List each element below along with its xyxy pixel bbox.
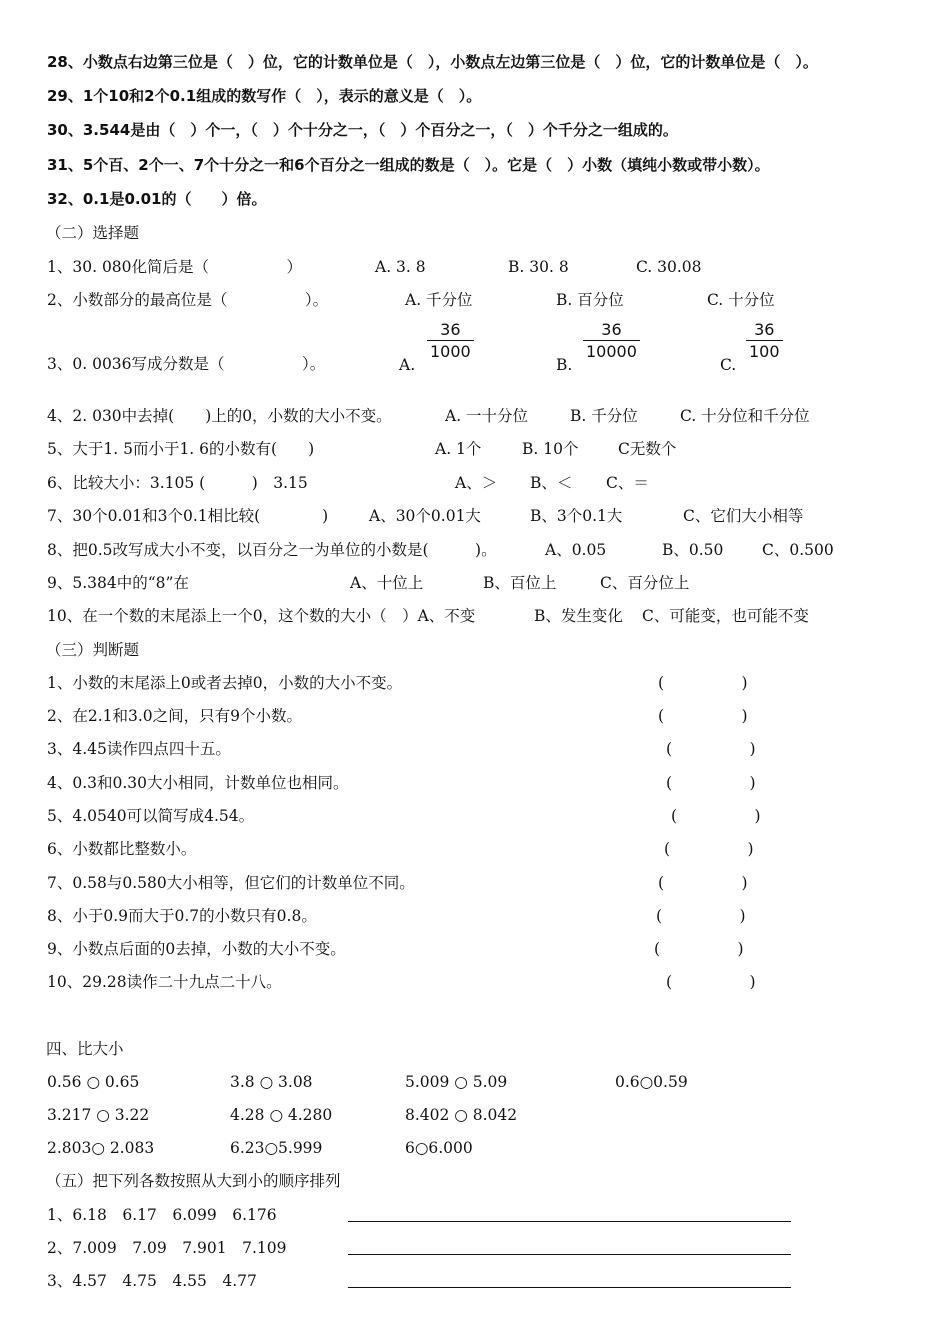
question-32: 32、0.1是0.01的（ ）倍。 [47,190,267,208]
choice-q2-option-c: C. 十分位 [707,291,775,309]
choice-q9-stem: 9、5.384中的“8”在 [47,574,189,592]
judge-answer-paren-2[interactable]: ( ) [658,707,748,725]
choice-q6-option-b: B、＜ [530,474,573,492]
judge-answer-paren-5[interactable]: ( ) [671,807,761,825]
judge-item-1: 1、小数的末尾添上0或者去掉0，小数的大小不变。 [47,674,403,692]
judge-section-title: （三）判断题 [46,641,140,659]
compare-item: 8.402 ○ 8.042 [405,1106,518,1124]
choice-q3-fraction-b [583,320,640,361]
judge-item-4: 4、0.3和0.30大小相同，计数单位也相同。 [47,774,349,792]
choice-q9-option-a: A、十位上 [350,574,424,592]
judge-item-5: 5、4.0540可以简写成4.54。 [47,807,255,825]
judge-item-7: 7、0.58与0.580大小相等，但它们的计数单位不同。 [47,874,415,892]
choice-q1-stem: 1、30. 080化简后是（ ） [47,258,303,276]
choice-q3-fraction-a [427,320,474,361]
judge-item-9: 9、小数点后面的0去掉，小数的大小不变。 [47,940,346,958]
choice-q3-option-c-label: C. [720,356,737,374]
choice-q4-option-b: B. 千分位 [570,407,638,425]
choice-q2-option-a: A. 千分位 [405,291,473,309]
order-answer-line-2[interactable] [348,1254,791,1255]
choice-q10-option-b: B、发生变化 [534,607,623,625]
choice-q6-option-c: C、＝ [606,474,649,492]
compare-item: 3.217 ○ 3.22 [47,1106,150,1124]
judge-answer-paren-9[interactable]: ( ) [654,940,744,958]
judge-item-10: 10、29.28读作二十九点二十八。 [47,973,282,991]
judge-answer-paren-6[interactable]: ( ) [664,840,754,858]
choice-q10-stem: 10、在一个数的末尾添上一个0，这个数的大小（ ）A、不变 [47,607,476,625]
choice-q7-option-c: C、它们大小相等 [683,507,804,525]
compare-item: 4.28 ○ 4.280 [230,1106,333,1124]
choice-q5-option-c: C无数个 [618,440,677,458]
judge-item-2: 2、在2.1和3.0之间，只有9个小数。 [47,707,303,725]
choice-q4-option-a: A. 一十分位 [445,407,529,425]
question-31: 31、5个百、2个一、7个十分之一和6个百分之一组成的数是（ ）。它是（ ）小数（填纯小数或带小数）。 [47,156,770,174]
judge-answer-paren-4[interactable]: ( ) [666,774,756,792]
fraction-b-bar [583,340,640,341]
choice-q3-fraction-c [746,320,783,361]
choice-q8-option-b: B、0.50 [662,541,724,559]
choice-q7-stem: 7、30个0.01和3个0.1相比较( ) [47,507,329,525]
choice-q2-option-b: B. 百分位 [556,291,624,309]
judge-item-6: 6、小数都比整数小。 [47,840,197,858]
judge-answer-paren-3[interactable]: ( ) [666,740,756,758]
compare-item: 6.23○5.999 [230,1139,323,1157]
question-30: 30、3.544是由（ ）个一，（ ）个十分之一，（ ）个百分之一，（ ）个千分之一组成的。 [47,121,678,139]
choice-q3-stem: 3、0. 0036写成分数是（ ）。 [47,355,326,373]
judge-answer-paren-7[interactable]: ( ) [658,874,748,892]
choice-q6-option-a: A、＞ [455,474,498,492]
fraction-b-numerator: 36 [601,320,622,339]
fraction-b-denominator: 10000 [586,342,637,361]
choice-q7-option-a: A、30个0.01大 [369,507,481,525]
choice-q9-option-c: C、百分位上 [600,574,690,592]
order-item-1: 1、6.18 6.17 6.099 6.176 [47,1206,277,1224]
choice-section-title: （二）选择题 [46,224,140,242]
fraction-a-numerator: 36 [440,320,461,339]
order-section-title: （五）把下列各数按照从大到小的顺序排列 [46,1172,341,1190]
question-28: 28、小数点右边第三位是（ ）位，它的计数单位是（ ），小数点左边第三位是（ ）位，它的计数单位是（ ）。 [47,53,818,71]
compare-item: 5.009 ○ 5.09 [405,1073,508,1091]
choice-q1-option-b: B. 30. 8 [508,258,569,276]
choice-q5-option-b: B. 10个 [522,440,579,458]
choice-q9-option-b: B、百位上 [483,574,557,592]
judge-answer-paren-1[interactable]: ( ) [658,674,748,692]
choice-q3-option-a-label: A. [399,356,416,374]
choice-q6-stem: 6、比较大小：3.105 ( ) 3.15 [47,474,308,492]
order-item-3: 3、4.57 4.75 4.55 4.77 [47,1272,257,1290]
choice-q8-stem: 8、把0.5改写成大小不变，以百分之一为单位的小数是( )。 [47,541,497,559]
choice-q4-option-c: C. 十分位和千分位 [680,407,810,425]
judge-item-8: 8、小于0.9而大于0.7的小数只有0.8。 [47,907,317,925]
fraction-a-bar [427,340,474,341]
choice-q7-option-b: B、3个0.1大 [530,507,623,525]
choice-q1-option-a: A. 3. 8 [375,258,426,276]
order-item-2: 2、7.009 7.09 7.901 7.109 [47,1239,287,1257]
choice-q5-stem: 5、大于1. 5而小于1. 6的小数有( ) [47,440,315,458]
fraction-c-denominator: 100 [749,342,780,361]
question-29: 29、1个10和2个0.1组成的数写作（ ），表示的意义是（ ）。 [47,87,482,105]
compare-section-title: 四、比大小 [46,1040,124,1058]
compare-item: 2.803○ 2.083 [47,1139,155,1157]
order-answer-line-3[interactable] [348,1287,791,1288]
choice-q8-option-a: A、0.05 [545,541,607,559]
order-answer-line-1[interactable] [348,1221,791,1222]
fraction-c-bar [746,340,783,341]
choice-q4-stem: 4、2. 030中去掉( )上的0，小数的大小不变。 [47,407,392,425]
judge-item-3: 3、4.45读作四点四十五。 [47,740,231,758]
choice-q8-option-c: C、0.500 [762,541,834,559]
compare-item: 6○6.000 [405,1139,473,1157]
judge-answer-paren-10[interactable]: ( ) [666,973,756,991]
fraction-c-numerator: 36 [754,320,775,339]
compare-item: 0.6○0.59 [615,1073,688,1091]
choice-q5-option-a: A. 1个 [435,440,482,458]
judge-answer-paren-8[interactable]: ( ) [656,907,746,925]
fraction-a-denominator: 1000 [430,342,471,361]
choice-q2-stem: 2、小数部分的最高位是（ ）。 [47,291,329,309]
choice-q3-option-b-label: B. [556,356,573,374]
compare-item: 3.8 ○ 3.08 [230,1073,313,1091]
choice-q1-option-c: C. 30.08 [636,258,702,276]
choice-q10-option-c: C、可能变，也可能不变 [642,607,809,625]
compare-item: 0.56 ○ 0.65 [47,1073,140,1091]
